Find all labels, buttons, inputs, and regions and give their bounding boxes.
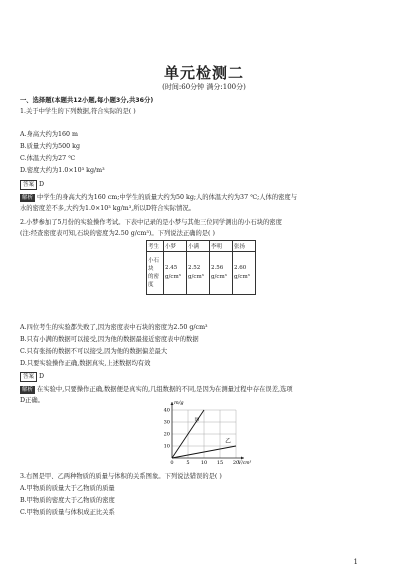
table-cell: 2.56 g/cm³ xyxy=(210,252,233,295)
table-cell: 2.60 g/cm³ xyxy=(233,252,256,295)
x-tick-label: 15 xyxy=(216,460,224,466)
q2-analysis-line-2: D正确。 xyxy=(20,397,44,404)
x-axis-arrow xyxy=(241,457,244,460)
exam-info: (时间:60分钟 满分:100分) xyxy=(162,83,246,91)
q2-option-b: B.只有小满的数据可以接受,因为他的数据最接近密度表中的数据 xyxy=(20,336,199,343)
answer-tag: 答案 xyxy=(20,180,37,190)
y-axis-label: m/g xyxy=(174,400,184,406)
y-tick-label: 30 xyxy=(163,419,170,426)
x-tick-label: 10 xyxy=(200,460,208,466)
q2-answer xyxy=(20,372,44,382)
q2-option-a: A.四位考生的实验都失败了,因为密度表中石块的密度为2.50 g/cm³ xyxy=(20,324,208,331)
series-label: 甲 xyxy=(194,418,200,424)
x-axis-label: V/cm³ xyxy=(238,461,252,466)
q1-stem: 1.关于中学生的下列数据,符合实际的是( ) xyxy=(20,108,136,115)
series-label: 乙 xyxy=(225,438,231,445)
q3-stem: 3.右图是甲、乙两种物质的质量与体积的关系图象。下列说法错误的是( ) xyxy=(20,473,222,480)
table-header-cell: 李明 xyxy=(210,241,233,252)
y-tick-label: 20 xyxy=(163,431,170,438)
table-header-cell: 小满 xyxy=(187,241,210,252)
answer-tag: 答案 xyxy=(20,372,37,382)
x-tick-label: 0 xyxy=(170,460,174,466)
q1-answer xyxy=(20,180,44,190)
q2-option-c: C.只有张扬的数据不可以接受,因为他的数据偏差最大 xyxy=(20,348,168,355)
table-header-cell: 张扬 xyxy=(233,241,256,252)
q2-stem-line-1: 2.小梦参加了5月份的实验操作考试。下表中记录的是小梦与其他三位同学测出的小石块的密度 xyxy=(20,219,282,226)
y-tick-label: 10 xyxy=(163,443,170,450)
y-tick-label: 40 xyxy=(163,407,170,414)
q1-analysis xyxy=(20,193,297,202)
q3-option-a: A.甲物质的质量大于乙物质的质量 xyxy=(20,485,115,492)
q2-analysis-line-1: 在实验中,只要操作正确,数据便是真实的,几组数据的不同,是因为在测量过程中存在误差,选项 xyxy=(37,386,293,393)
q1-option-a: A.身高大约为160 m xyxy=(20,131,79,138)
mass-volume-chart xyxy=(158,398,258,470)
q2-option-d: D.只要实验操作正确,数据真实,上述数据均有效 xyxy=(20,360,151,367)
q2-analysis xyxy=(20,385,293,394)
x-tick-label: 20 xyxy=(232,460,240,466)
analysis-tag: 解析 xyxy=(22,387,34,393)
q1-analysis-line-2: 水的密度差不多,大约为1.0×10³ kg/m³,所以D符合实际情况。 xyxy=(20,205,195,212)
q2-answer-value: D xyxy=(39,373,45,380)
table-header-cell: 小梦 xyxy=(164,241,187,252)
page-number: 1 xyxy=(353,558,358,566)
q2-stem-line-2: (注:经查密度表可知,石块的密度为2.50 g/cm³)。下列说法正确的是( ) xyxy=(20,230,215,237)
density-table xyxy=(146,240,256,295)
q1-option-d: D.密度大约为1.0×10³ kg/m³ xyxy=(20,167,105,174)
page-title: 单元检测二 xyxy=(163,64,244,82)
table-row-label: 小石 块 的密 度 xyxy=(147,252,164,295)
table-header-cell: 考生 xyxy=(147,241,164,252)
x-tick-label: 5 xyxy=(186,460,190,466)
q1-option-b: B.质量大约为500 kg xyxy=(20,143,80,150)
table-cell: 2.52 g/cm³ xyxy=(187,252,210,295)
table-cell: 2.45 g/cm³ xyxy=(164,252,187,295)
q1-answer-value: D xyxy=(39,181,45,188)
q1-option-c: C.体温大约为27 ℃ xyxy=(20,155,76,162)
q3-option-b: B.甲物质的密度大于乙物质的密度 xyxy=(20,497,115,504)
q3-option-c: C.甲物质的质量与体积成正比关系 xyxy=(20,509,115,516)
q1-analysis-line-1: 中学生的身高大约为160 cm;中学生的质量大约为50 kg;人的体温大约为37 ℃;人体的密度与 xyxy=(37,194,298,201)
analysis-tag: 解析 xyxy=(22,195,34,201)
section-heading: 一、选择题(本题共12小题,每小题3分,共36分) xyxy=(20,97,154,104)
